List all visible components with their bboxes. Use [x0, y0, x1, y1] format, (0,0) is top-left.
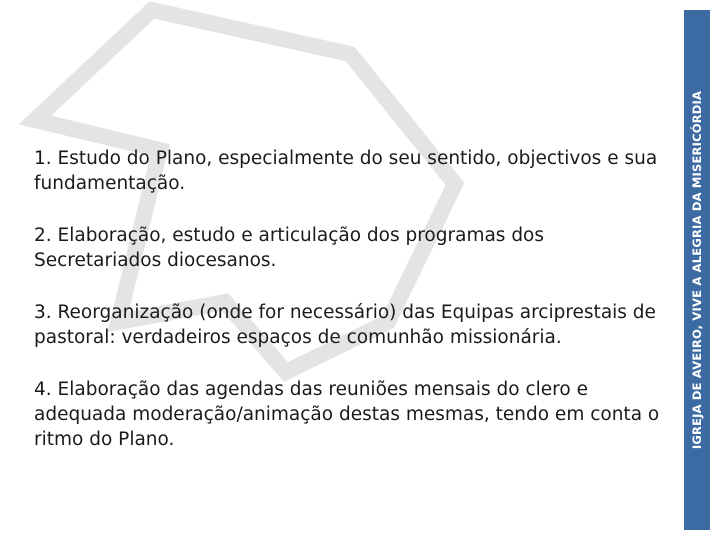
list-item-2: 2. Elaboração, estudo e articulação dos programas dos Secretariados diocesanos.	[34, 225, 545, 271]
side-banner	[684, 10, 710, 530]
list-item-4: 4. Elaboração das agendas das reuniões mensais do clero e adequada moderação/animação destas mesmas, tendo em conta o ritmo do Plano.	[34, 379, 660, 450]
list-item-1: 1. Estudo do Plano, especialmente do seu sentido, objectivos e sua fundamentação.	[34, 148, 658, 194]
side-banner-text: IGREJA DE AVEIRO, VIVE A ALEGRIA DA MISERICÓRDIA	[690, 90, 704, 450]
slide-body	[34, 146, 674, 479]
list-item-3: 3. Reorganização (onde for necessário) das Equipas arciprestais de pastoral: verdadeiros espaços de comunhão missionária.	[34, 302, 656, 348]
